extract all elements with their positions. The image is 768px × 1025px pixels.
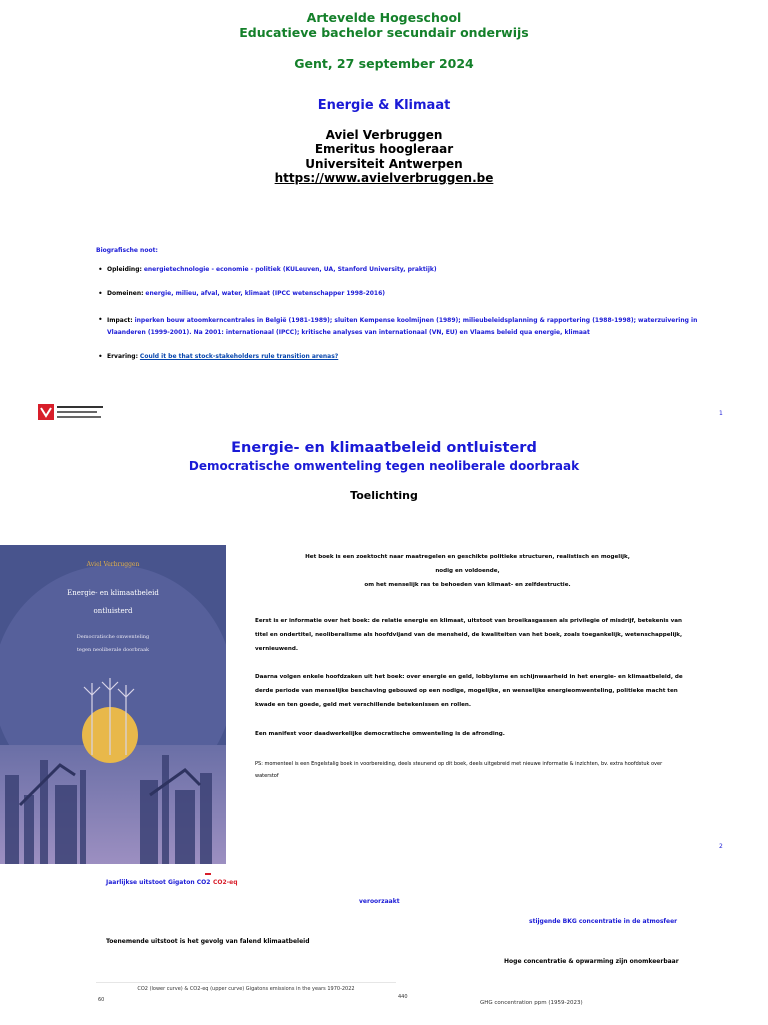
bullet-dot: • xyxy=(98,315,103,324)
university-logo xyxy=(38,404,108,420)
bio-bullet-domains: • Domeinen: energie, milieu, afval, water, klimaat (IPCC wetenschapper 1998-2016) xyxy=(98,289,386,298)
bio-bullet-education: • Opleiding: energietechnologie - economie - politiek (KULeuven, UA, Stanford University, praktijk) xyxy=(98,265,437,274)
para-main-topics: Daarna volgen enkele hoofdzaken uit het boek: over energie en geld, lobbyisme en schijnwaarheid in het energie- en klimaatbeleid, de derde periode van menselijke beschaving gebouwd op een nodige, mogelijke, en wenselijke energieomwenteling, politieke macht ten kwade en ten goede, geld met verschillende betekenissen en rollen. xyxy=(255,674,683,708)
cover-title-1: Energie- en klimaatbeleid xyxy=(67,589,159,597)
intro-line-3: om het menselijk ras te behoeden van klimaat- en zelfdestructie. xyxy=(364,582,571,588)
slide2-title: Energie- en klimaatbeleid ontluisterd xyxy=(231,440,537,456)
speaker-role: Emeritus hoogleraar xyxy=(314,142,454,156)
intro-line-2: nodig en voldoende, xyxy=(435,568,500,574)
bullet-dot: • xyxy=(98,352,103,361)
irreversible-label: Hoge concentratie & opwarming zijn onomkeerbaar xyxy=(504,958,679,965)
cover-subtitle-1: Democratische omwenteling xyxy=(76,634,150,640)
annual-emissions-label: Jaarlijkse uitstoot Gigaton CO2 xyxy=(106,879,211,886)
website-link-row xyxy=(0,171,768,185)
para-book-info: Eerst is er informatie over het boek: de relatie energie en klimaat, uitstoot van broeikasgassen als privilegie of misdrijf, betekenis van titel en ondertitel, neoliberalisme als hoofdvijand van de mensheid, de kwaliteiten van het boek, zoals toegankelijk, wetenschappelijk, vernieuwend. xyxy=(255,618,683,652)
slide2-section: Toelichting xyxy=(350,489,418,502)
ps-note: PS: momenteel is een Engelstalig boek in voorbereiding, deels steunend op dit boek, deels uitgebreid met nieuwe informatie & inzichten, bv. extra hoofdstuk over waterstof xyxy=(255,761,663,779)
arrow-mark xyxy=(205,873,211,875)
intro-line-1: Het boek is een zoektocht naar maatregelen en geschikte politieke structuren, realistisch en mogelijk, xyxy=(305,554,630,560)
cover-subtitle-2: tegen neoliberale doorbraak xyxy=(76,647,150,653)
bio-title: Biografische noot: xyxy=(96,247,158,254)
bio-bullet-experience: • Ervaring: Could it be that stock-stakeholders rule transition arenas? xyxy=(98,352,339,361)
experience-link[interactable]: Could it be that stock-stakeholders rule transition arenas? xyxy=(139,353,339,360)
speaker-name: Aviel Verbruggen xyxy=(325,128,443,142)
page-number: 1 xyxy=(719,410,723,417)
website-link[interactable]: https://www.avielverbruggen.be xyxy=(274,171,494,185)
book-cover xyxy=(0,545,226,864)
concentration-chart-ytick: 440 xyxy=(398,994,408,1000)
bio-bullet-impact: • Impact: inperken bouw atoomkerncentrales in België (1981-1989); sluiten Kempense koolmijnen (1989); milieubeleidsplanning & rapportering (1988-1998); waterzuivering in Vlaanderen (1999-2001). Na 2001: internationaal (IPCC); kritische analyses van internationaal (VN, EU) en Vlaams beleid qua energie, klimaat xyxy=(98,315,698,336)
causes-label: veroorzaakt xyxy=(359,898,400,905)
rising-concentration-label: stijgende BKG concentratie in de atmosfeer xyxy=(529,918,678,925)
place-date: Gent, 27 september 2024 xyxy=(294,56,474,71)
para-manifest: Een manifest voor daadwerkelijke democratische omwenteling is de afronding. xyxy=(255,731,505,737)
concentration-chart-title: GHG concentration ppm (1959-2023) xyxy=(480,1000,583,1006)
university-logo-icon xyxy=(38,404,108,420)
cover-author: Aviel Verbruggen xyxy=(86,561,140,568)
emissions-chart-ytick: 60 xyxy=(98,997,105,1003)
program-name: Educatieve bachelor secundair onderwijs xyxy=(239,25,529,40)
bullet-dot: • xyxy=(98,289,103,298)
emissions-chart-title: CO2 (lower curve) & CO2-eq (upper curve) Gigatons emissions in the years 1970-2022 xyxy=(137,986,355,992)
concentration-chart xyxy=(398,994,698,1024)
increasing-emissions-label: Toenemende uitstoot is het gevolg van falend klimaatbeleid xyxy=(106,938,310,945)
speaker-university: Universiteit Antwerpen xyxy=(305,157,463,171)
bullet-dot: • xyxy=(98,265,103,274)
emissions-chart xyxy=(96,982,396,1025)
co2eq-label: CO2-eq xyxy=(213,879,238,886)
slide2-subtitle: Democratische omwenteling tegen neoliberale doorbraak xyxy=(188,459,580,473)
topic-title: Energie & Klimaat xyxy=(317,98,451,113)
page-number: 2 xyxy=(719,843,723,850)
institution-name: Artevelde Hogeschool xyxy=(306,10,462,25)
cover-title-2: ontluisterd xyxy=(93,607,133,615)
